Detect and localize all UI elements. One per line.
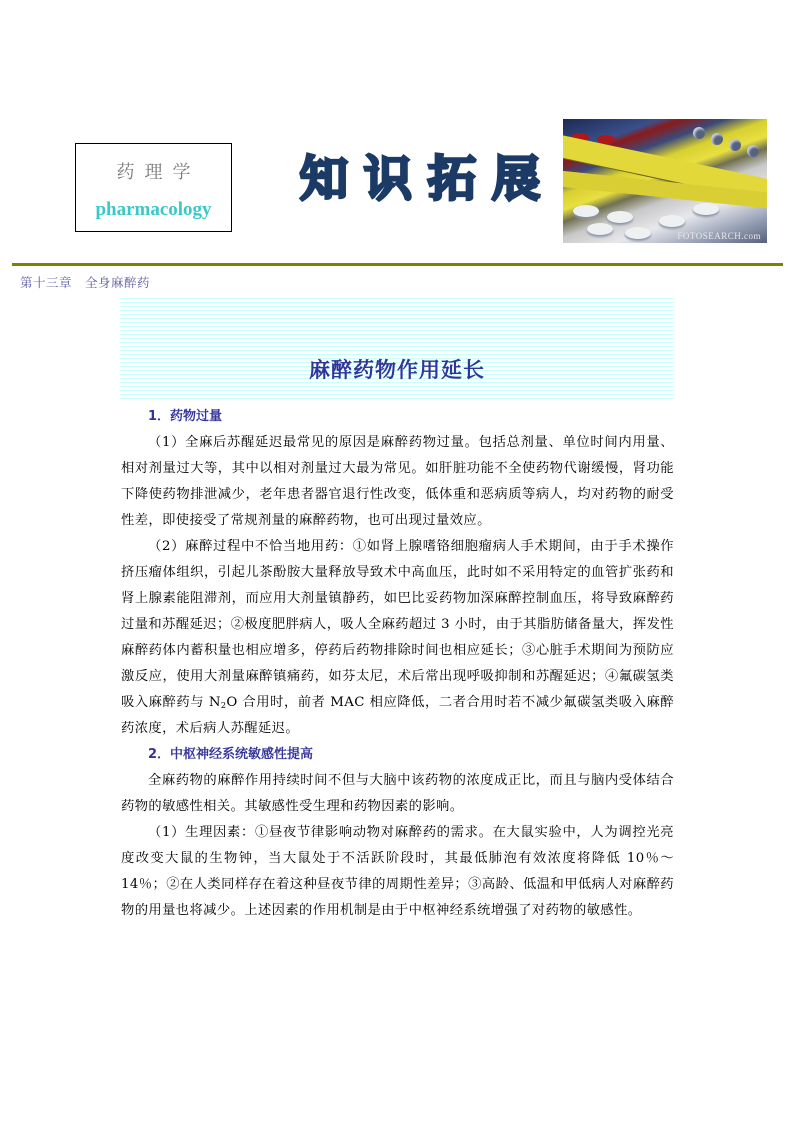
knowledge-extension-banner <box>296 150 544 210</box>
white-pill-shape <box>693 203 719 215</box>
pills-photo <box>563 119 767 243</box>
article-title: 麻醉药物作用延长 <box>309 358 485 382</box>
paragraph: （1）生理因素：①昼夜节律影响动物对麻醉药的需求。在大鼠实验中，人为调控光亮度改变大鼠的生物钟，当大鼠处于不活跃阶段时，其最低肺泡有效浓度将降低 10％～14％；②在人类同样存在着这种昼夜节律的周期性差异；③高龄、低温和甲低病人对麻醉药物的用量也将减少。上述因素的作用机制是由于中枢神经系统增强了对药物的敏感性。 <box>121 825 674 918</box>
white-pill-shape <box>607 211 633 223</box>
blister-bubble-shape <box>729 139 741 151</box>
white-pill-shape <box>573 205 599 217</box>
paragraph: 全麻药物的麻醉作用持续时间不但与大脑中该药物的浓度成正比，而且与脑内受体结合药物的敏感性相关。其敏感性受生理和药物因素的影响。 <box>121 773 674 814</box>
banner-char: 知 <box>299 151 348 207</box>
course-name-chinese: 药理学 <box>116 162 201 183</box>
section-heading: 1．药物过量 <box>148 409 223 424</box>
white-pill-shape <box>587 223 613 235</box>
blister-bubble-shape <box>747 145 759 157</box>
blister-bubble-shape <box>693 127 705 139</box>
header-divider <box>12 263 783 266</box>
course-name-english: pharmacology <box>95 199 212 220</box>
white-pill-shape <box>659 215 685 227</box>
banner-char: 展 <box>491 151 540 207</box>
chapter-label: 第十三章 全身麻醉药 <box>20 275 151 290</box>
blister-bubble-shape <box>711 133 723 145</box>
paragraph-text: （2）麻醉过程中不恰当地用药：①如肾上腺嗜铬细胞瘤病人手术期间，由于手术操作挤压瘤体组织，引起儿茶酚胺大量释放导致术中高血压，此时如不采用特定的血管扩张药和肾上腺素能阻滞剂，而应用大剂量镇静药，如巴比妥药物加深麻醉控制血压，将导致麻醉药过量和苏醒延迟；②极度肥胖病人，吸人全麻药超过 3 小时，由于其脂肪储备量大，挥发性麻醉药体内蓄积量也相应增多，停药后药物排除时间也相应延长；③心脏手术期间为预防应激反应，使用大剂量麻醉镇痛药，如芬太尼，术后常出现呼吸抑制和苏醒延迟；④氟碳氢类吸入麻醉药与 N <box>121 539 674 710</box>
article-body <box>121 404 674 924</box>
paragraph: （1）全麻后苏醒延迟最常见的原因是麻醉药物过量。包括总剂量、单位时间内用量、相对剂量过大等，其中以相对剂量过大最为常见。如肝脏功能不全使药物代谢缓慢，肾功能下降使药物排泄减少，老年患者器官退行性改变，低体重和恶病质等病人，均对药物的耐受性差，即使接受了常规剂量的麻醉药物，也可出现过量效应。 <box>121 435 674 528</box>
subscript: 2 <box>220 701 227 710</box>
paragraph-text: O 合用时，前者 MAC 相应降低，二者合用时若不减少氟碳氢类吸入麻醉药浓度，术后病人苏醒延迟。 <box>121 695 674 736</box>
banner-char: 拓 <box>427 151 476 207</box>
section-heading: 2．中枢神经系统敏感性提高 <box>148 747 314 762</box>
white-pill-shape <box>625 227 651 239</box>
article-title-banner <box>120 298 674 400</box>
course-label-box <box>75 143 232 232</box>
paragraph <box>121 534 674 742</box>
photo-watermark: FOTOSEARCH.com <box>677 231 761 241</box>
banner-char: 识 <box>363 151 412 207</box>
